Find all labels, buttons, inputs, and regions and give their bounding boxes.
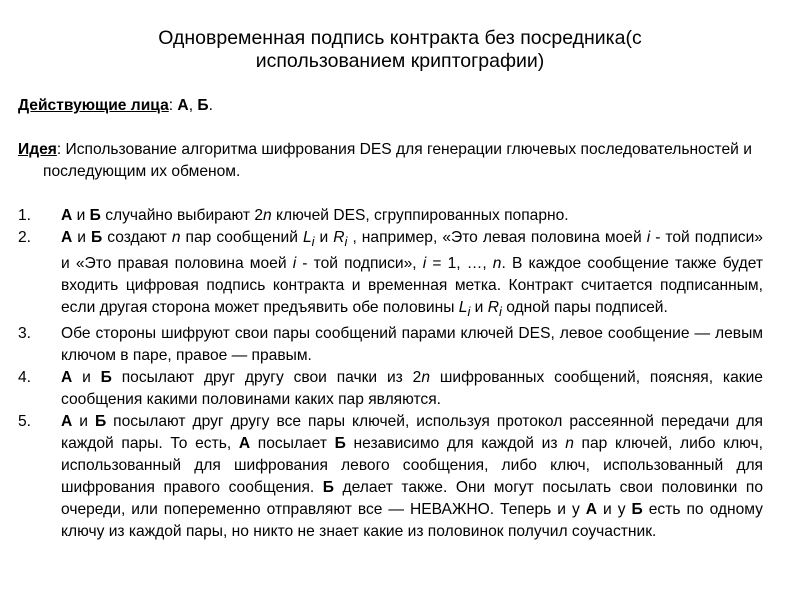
var-i-subscript: i: [467, 304, 471, 320]
text: независимо для каждой из: [345, 435, 566, 453]
step-5: [18, 411, 763, 543]
actor-b: Б: [631, 501, 643, 519]
spacer: [18, 183, 763, 205]
actor-a: А: [177, 97, 189, 114]
text: и: [470, 299, 488, 317]
text: и: [314, 229, 334, 246]
actor-a: А: [61, 229, 73, 246]
step-2: [18, 227, 763, 323]
step-number: 1.: [18, 207, 32, 224]
actor-b: Б: [89, 207, 101, 224]
step-number: 5.: [18, 413, 32, 431]
var-i: i: [646, 229, 651, 246]
title-line-1: Одновременная подпись контракта без посредника(с: [158, 27, 642, 49]
var-L: L: [302, 229, 312, 246]
var-n: n: [171, 229, 181, 246]
actor-a: А: [61, 207, 73, 224]
text: шифрованных сообщений, поясняя, какие сообщения какими половинами каких пар являются.: [61, 369, 763, 409]
text: - той подписи»,: [296, 255, 423, 273]
text: и у: [597, 501, 632, 519]
actors-end: .: [208, 97, 213, 114]
idea-text: : Использование алгоритма шифрования DES для генерации глючевых последовательностей и последующим их обменом.: [43, 141, 752, 180]
text: и: [72, 413, 95, 431]
text: есть по одному ключу из каждой пары, но никто не знает какие из половинок получил соучастник.: [61, 501, 763, 541]
spacer: [18, 117, 763, 139]
step-1: [18, 205, 763, 227]
slide-title: [0, 27, 800, 73]
text: , например, «Это левая половина моей: [347, 229, 647, 246]
var-L: L: [458, 299, 468, 317]
text: пар сообщений: [180, 229, 303, 246]
var-i: i: [292, 255, 297, 273]
actors-separator: ,: [188, 97, 198, 114]
var-n: n: [492, 255, 502, 273]
step-3: [18, 323, 763, 367]
text: . В каждое сообщение также будет входить цифровая подпись контракта и временная метка. Контракт считается подписанным, если другая сторона может предъявить обе половины: [61, 255, 763, 317]
var-i-subscript: i: [344, 234, 348, 250]
var-n: n: [565, 435, 574, 453]
text: и: [72, 207, 90, 224]
text: создают: [102, 229, 172, 246]
actor-b: Б: [334, 435, 346, 453]
text: посылают друг другу свои пачки из 2: [111, 369, 422, 387]
actor-a: А: [61, 413, 73, 431]
step-number: 2.: [18, 229, 32, 246]
text: посылают друг другу все пары ключей, используя протокол рассеянной передачи для каждой пары. То есть,: [61, 413, 763, 453]
text: пар ключей, либо ключ, использованный для шифрования левого сообщения, либо ключ, использованный для шифрования правого сообщения.: [61, 435, 763, 497]
var-i-subscript: i: [499, 304, 502, 320]
text: одной пары подписей.: [501, 299, 668, 317]
actor-a: А: [61, 369, 73, 387]
title-line-2: использованием криптографии): [255, 50, 545, 72]
var-R: R: [487, 299, 499, 317]
actors-label: Действующие лица: [18, 97, 169, 114]
steps-list: [18, 205, 763, 543]
actor-a: А: [238, 435, 251, 453]
slide-body: [18, 95, 763, 543]
var-n: n: [421, 369, 431, 387]
var-i: i: [422, 255, 427, 273]
actor-b: Б: [322, 479, 335, 497]
var-i-subscript: i: [311, 234, 315, 250]
actor-b: Б: [197, 97, 209, 114]
text: и: [72, 369, 101, 387]
actor-b: Б: [91, 229, 103, 246]
step-number: 4.: [18, 369, 32, 387]
text: и: [72, 229, 92, 246]
step-number: 3.: [18, 325, 32, 343]
text: делает также. Они могут посылать свои половинки по очереди, или попеременно отправляют все — НЕВАЖНО. Теперь и у: [61, 479, 764, 519]
actors-colon: :: [168, 97, 178, 114]
actors-paragraph: [18, 95, 763, 117]
idea-paragraph: [18, 139, 763, 183]
step-4: [18, 367, 763, 411]
text: - той подписи» и «Это правая половина моей: [61, 229, 763, 273]
var-n: n: [263, 207, 272, 224]
text: случайно выбирают 2: [100, 207, 264, 224]
actor-b: Б: [100, 369, 112, 387]
idea-label: Идея: [18, 141, 57, 158]
text: посылает: [250, 435, 335, 453]
actor-a: А: [585, 501, 598, 519]
actor-b: Б: [94, 413, 107, 431]
text: ключей DES, сгруппированных попарно.: [271, 207, 569, 224]
text: Обе стороны шифруют свои пары сообщений парами ключей DES, левое сообщение — левым ключом в паре, правое — правым.: [61, 325, 763, 365]
text: = 1, …,: [426, 255, 493, 273]
var-R: R: [333, 229, 345, 246]
